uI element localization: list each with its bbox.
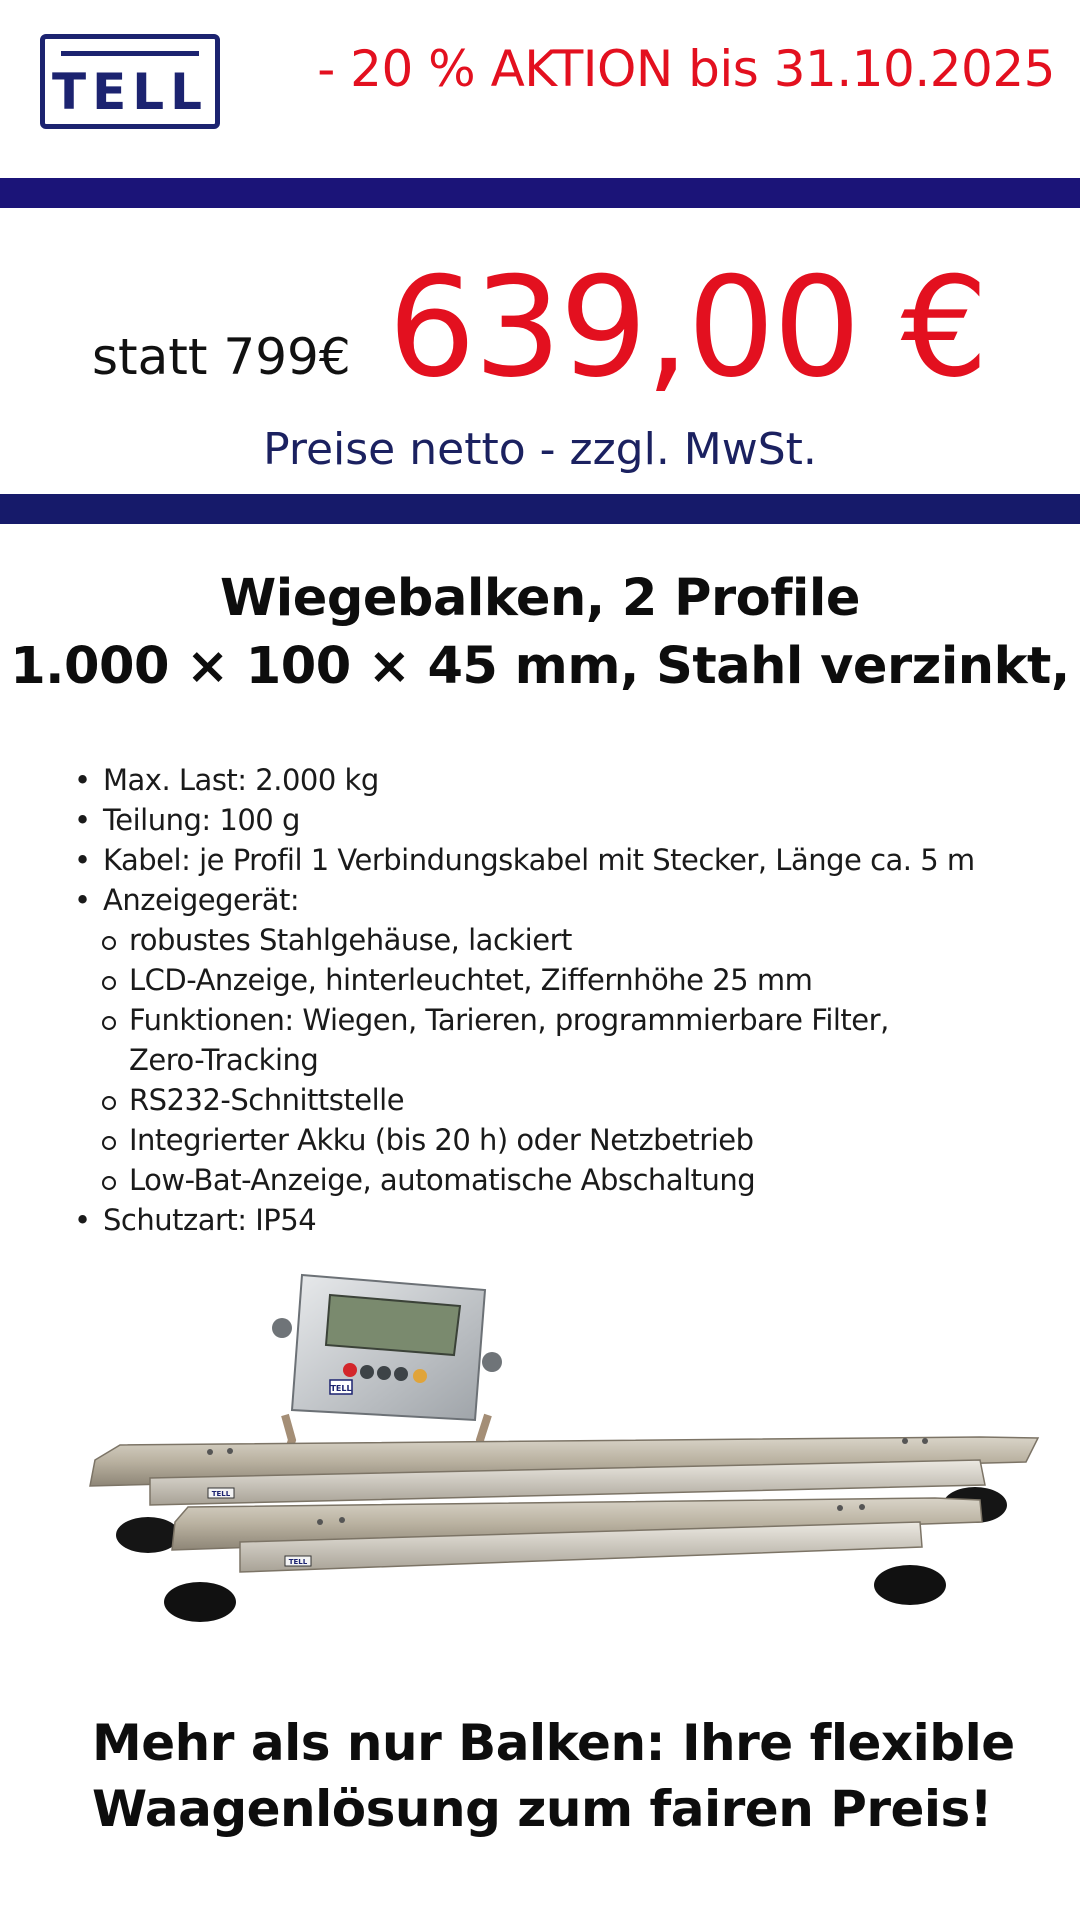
spec-division: • Teilung: 100 g	[72, 800, 1052, 840]
spec-max-load: • Max. Last: 2.000 kg	[72, 760, 1052, 800]
display-feature-battery: Integrierter Akku (bis 20 h) oder Netzbetrieb	[72, 1120, 1052, 1160]
bottom-stripe	[0, 494, 1080, 524]
weighing-indicator	[272, 1275, 502, 1420]
spec-protection: • Schutzart: IP54	[72, 1200, 1052, 1240]
product-title-line-2: 1.000 × 100 × 45 mm, Stahl verzinkt,	[10, 637, 1070, 696]
spec-list	[72, 760, 1052, 1240]
power-button-icon	[343, 1363, 357, 1377]
product-image	[80, 1260, 1050, 1640]
display-feature-functions: Funktionen: Wiegen, Tarieren, programmierbare Filter,	[72, 1000, 1052, 1040]
product-title-line-1: Wiegebalken, 2 Profile	[220, 569, 860, 628]
logo-bar	[61, 51, 199, 56]
logo-text: TELL	[52, 63, 208, 121]
display-feature-lowbat: Low-Bat-Anzeige, automatische Abschaltung	[72, 1160, 1052, 1200]
new-price: 639,00 €	[388, 247, 987, 408]
lcd-display	[326, 1295, 460, 1355]
beam-brand-label-front: TELL	[288, 1558, 308, 1566]
spec-display: • Anzeigegerät:	[72, 880, 1052, 920]
product-title	[0, 565, 1080, 701]
indicator-brand-label: TELL	[330, 1384, 352, 1393]
closing-claim-line-1: Mehr als nur Balken: Ihre flexible	[92, 1714, 1015, 1772]
weighing-beam-front	[164, 1498, 982, 1622]
display-feature-rs232: RS232-Schnittstelle	[72, 1080, 1052, 1120]
beam-brand-label-back: TELL	[211, 1490, 231, 1498]
display-feature-lcd: LCD-Anzeige, hinterleuchtet, Ziffernhöhe 25 mm	[72, 960, 1052, 1000]
closing-claim	[92, 1710, 1052, 1842]
price-note: Preise netto - zzgl. MwSt.	[263, 424, 817, 475]
old-price: statt 799€	[92, 328, 351, 386]
display-feature-functions-cont: Zero-Tracking	[129, 1043, 319, 1077]
tell-logo	[40, 34, 220, 129]
promo-banner-text: - 20 % AKTION bis 31.10.2025	[317, 40, 1055, 98]
top-stripe	[0, 178, 1080, 208]
display-feature-housing: robustes Stahlgehäuse, lackiert	[72, 920, 1052, 960]
closing-claim-line-2: Waagenlösung zum fairen Preis!	[92, 1780, 993, 1838]
spec-cable: • Kabel: je Profil 1 Verbindungskabel mit Stecker, Länge ca. 5 m	[72, 840, 1052, 880]
